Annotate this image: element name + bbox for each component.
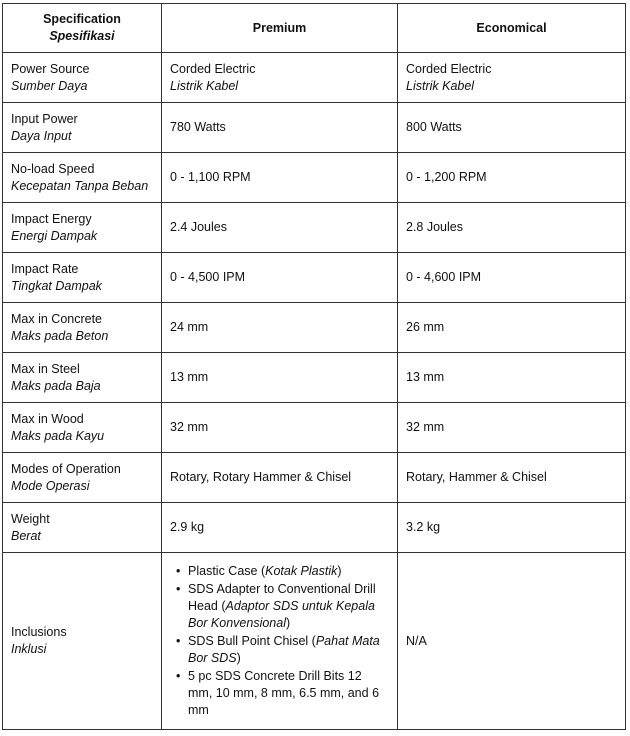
label-en: Max in Steel bbox=[11, 361, 80, 376]
item-close: ) bbox=[337, 563, 342, 578]
row-label bbox=[3, 453, 162, 503]
table-row bbox=[3, 203, 626, 253]
label-en: Impact Energy bbox=[11, 211, 92, 226]
header-specification bbox=[3, 4, 162, 53]
label-id: Energi Dampak bbox=[11, 228, 98, 243]
economical-cell: 0 - 1,200 RPM bbox=[398, 153, 626, 203]
table-row bbox=[3, 353, 626, 403]
label-en: Max in Wood bbox=[11, 411, 84, 426]
table-row bbox=[3, 503, 626, 553]
label-id: Maks pada Kayu bbox=[11, 428, 105, 443]
header-spec-en: Specification bbox=[43, 12, 121, 26]
label-id: Tingkat Dampak bbox=[11, 278, 102, 293]
list-item bbox=[188, 668, 389, 719]
specification-table bbox=[2, 3, 626, 730]
item-en: SDS Adapter to Conventional Drill Head ( bbox=[188, 581, 376, 613]
premium-cell: 32 mm bbox=[162, 403, 398, 453]
premium-cell: 780 Watts bbox=[162, 103, 398, 153]
item-id: Kotak Plastik bbox=[265, 563, 338, 578]
economical-cell: 800 Watts bbox=[398, 103, 626, 153]
economical-cell: 2.8 Joules bbox=[398, 203, 626, 253]
item-en: SDS Bull Point Chisel ( bbox=[188, 633, 316, 648]
economical-cell: 0 - 4,600 IPM bbox=[398, 253, 626, 303]
label-id: Mode Operasi bbox=[11, 478, 90, 493]
economical-cell: 13 mm bbox=[398, 353, 626, 403]
premium-cell: Rotary, Rotary Hammer & Chisel bbox=[162, 453, 398, 503]
label-id: Daya Input bbox=[11, 128, 72, 143]
item-id: Adaptor SDS untuk Kepala Bor Konvensional bbox=[188, 598, 375, 630]
premium-cell: 2.9 kg bbox=[162, 503, 398, 553]
table-row bbox=[3, 153, 626, 203]
economical-cell: Rotary, Hammer & Chisel bbox=[398, 453, 626, 503]
label-en: Weight bbox=[11, 511, 50, 526]
item-close: ) bbox=[236, 650, 241, 665]
inclusions-list bbox=[170, 563, 389, 719]
header-premium: Premium bbox=[162, 4, 398, 53]
label-id: Inklusi bbox=[11, 642, 47, 656]
premium-cell: 13 mm bbox=[162, 353, 398, 403]
row-label bbox=[3, 153, 162, 203]
row-label bbox=[3, 203, 162, 253]
label-id: Berat bbox=[11, 528, 41, 543]
header-row bbox=[3, 4, 626, 53]
economical-cell: 26 mm bbox=[398, 303, 626, 353]
item-en: Plastic Case ( bbox=[188, 563, 266, 578]
row-label bbox=[3, 553, 162, 730]
row-label bbox=[3, 103, 162, 153]
header-spec-id: Spesifikasi bbox=[49, 29, 115, 43]
row-label bbox=[3, 353, 162, 403]
label-en: Inclusions bbox=[11, 625, 67, 639]
economical-cell bbox=[398, 53, 626, 103]
label-id: Sumber Daya bbox=[11, 78, 88, 93]
list-item bbox=[188, 633, 389, 667]
table-row bbox=[3, 103, 626, 153]
economical-cell: N/A bbox=[398, 553, 626, 730]
label-id: Maks pada Baja bbox=[11, 378, 101, 393]
table-row bbox=[3, 403, 626, 453]
label-en: No-load Speed bbox=[11, 161, 95, 176]
item-en: 5 pc SDS Concrete Drill Bits 12 mm, 10 mm, 8 mm, 6.5 mm, and 6 mm bbox=[188, 668, 380, 717]
label-en: Input Power bbox=[11, 111, 78, 126]
label-id: Maks pada Beton bbox=[11, 328, 109, 343]
item-id: Pahat Mata Bor SDS bbox=[188, 633, 380, 665]
row-label bbox=[3, 53, 162, 103]
row-label bbox=[3, 303, 162, 353]
list-item bbox=[188, 563, 389, 580]
premium-cell: 2.4 Joules bbox=[162, 203, 398, 253]
label-id: Kecepatan Tanpa Beban bbox=[11, 178, 149, 193]
item-close: ) bbox=[285, 615, 291, 630]
economical-en: Corded Electric bbox=[406, 61, 492, 76]
premium-en: Corded Electric bbox=[170, 61, 256, 76]
table-row bbox=[3, 453, 626, 503]
table-row bbox=[3, 303, 626, 353]
label-en: Impact Rate bbox=[11, 261, 79, 276]
label-en: Max in Concrete bbox=[11, 311, 103, 326]
label-en: Power Source bbox=[11, 61, 90, 76]
row-label bbox=[3, 403, 162, 453]
list-item bbox=[188, 581, 389, 632]
economical-id: Listrik Kabel bbox=[406, 78, 475, 93]
table-row-inclusions bbox=[3, 553, 626, 730]
premium-cell bbox=[162, 53, 398, 103]
row-label bbox=[3, 503, 162, 553]
premium-cell: 0 - 1,100 RPM bbox=[162, 153, 398, 203]
premium-cell: 24 mm bbox=[162, 303, 398, 353]
premium-id: Listrik Kabel bbox=[170, 78, 239, 93]
economical-cell: 3.2 kg bbox=[398, 503, 626, 553]
premium-cell: 0 - 4,500 IPM bbox=[162, 253, 398, 303]
label-en: Modes of Operation bbox=[11, 461, 121, 476]
table-row bbox=[3, 53, 626, 103]
row-label bbox=[3, 253, 162, 303]
premium-inclusions-cell bbox=[162, 553, 398, 730]
table-row bbox=[3, 253, 626, 303]
economical-cell: 32 mm bbox=[398, 403, 626, 453]
header-economical: Economical bbox=[398, 4, 626, 53]
